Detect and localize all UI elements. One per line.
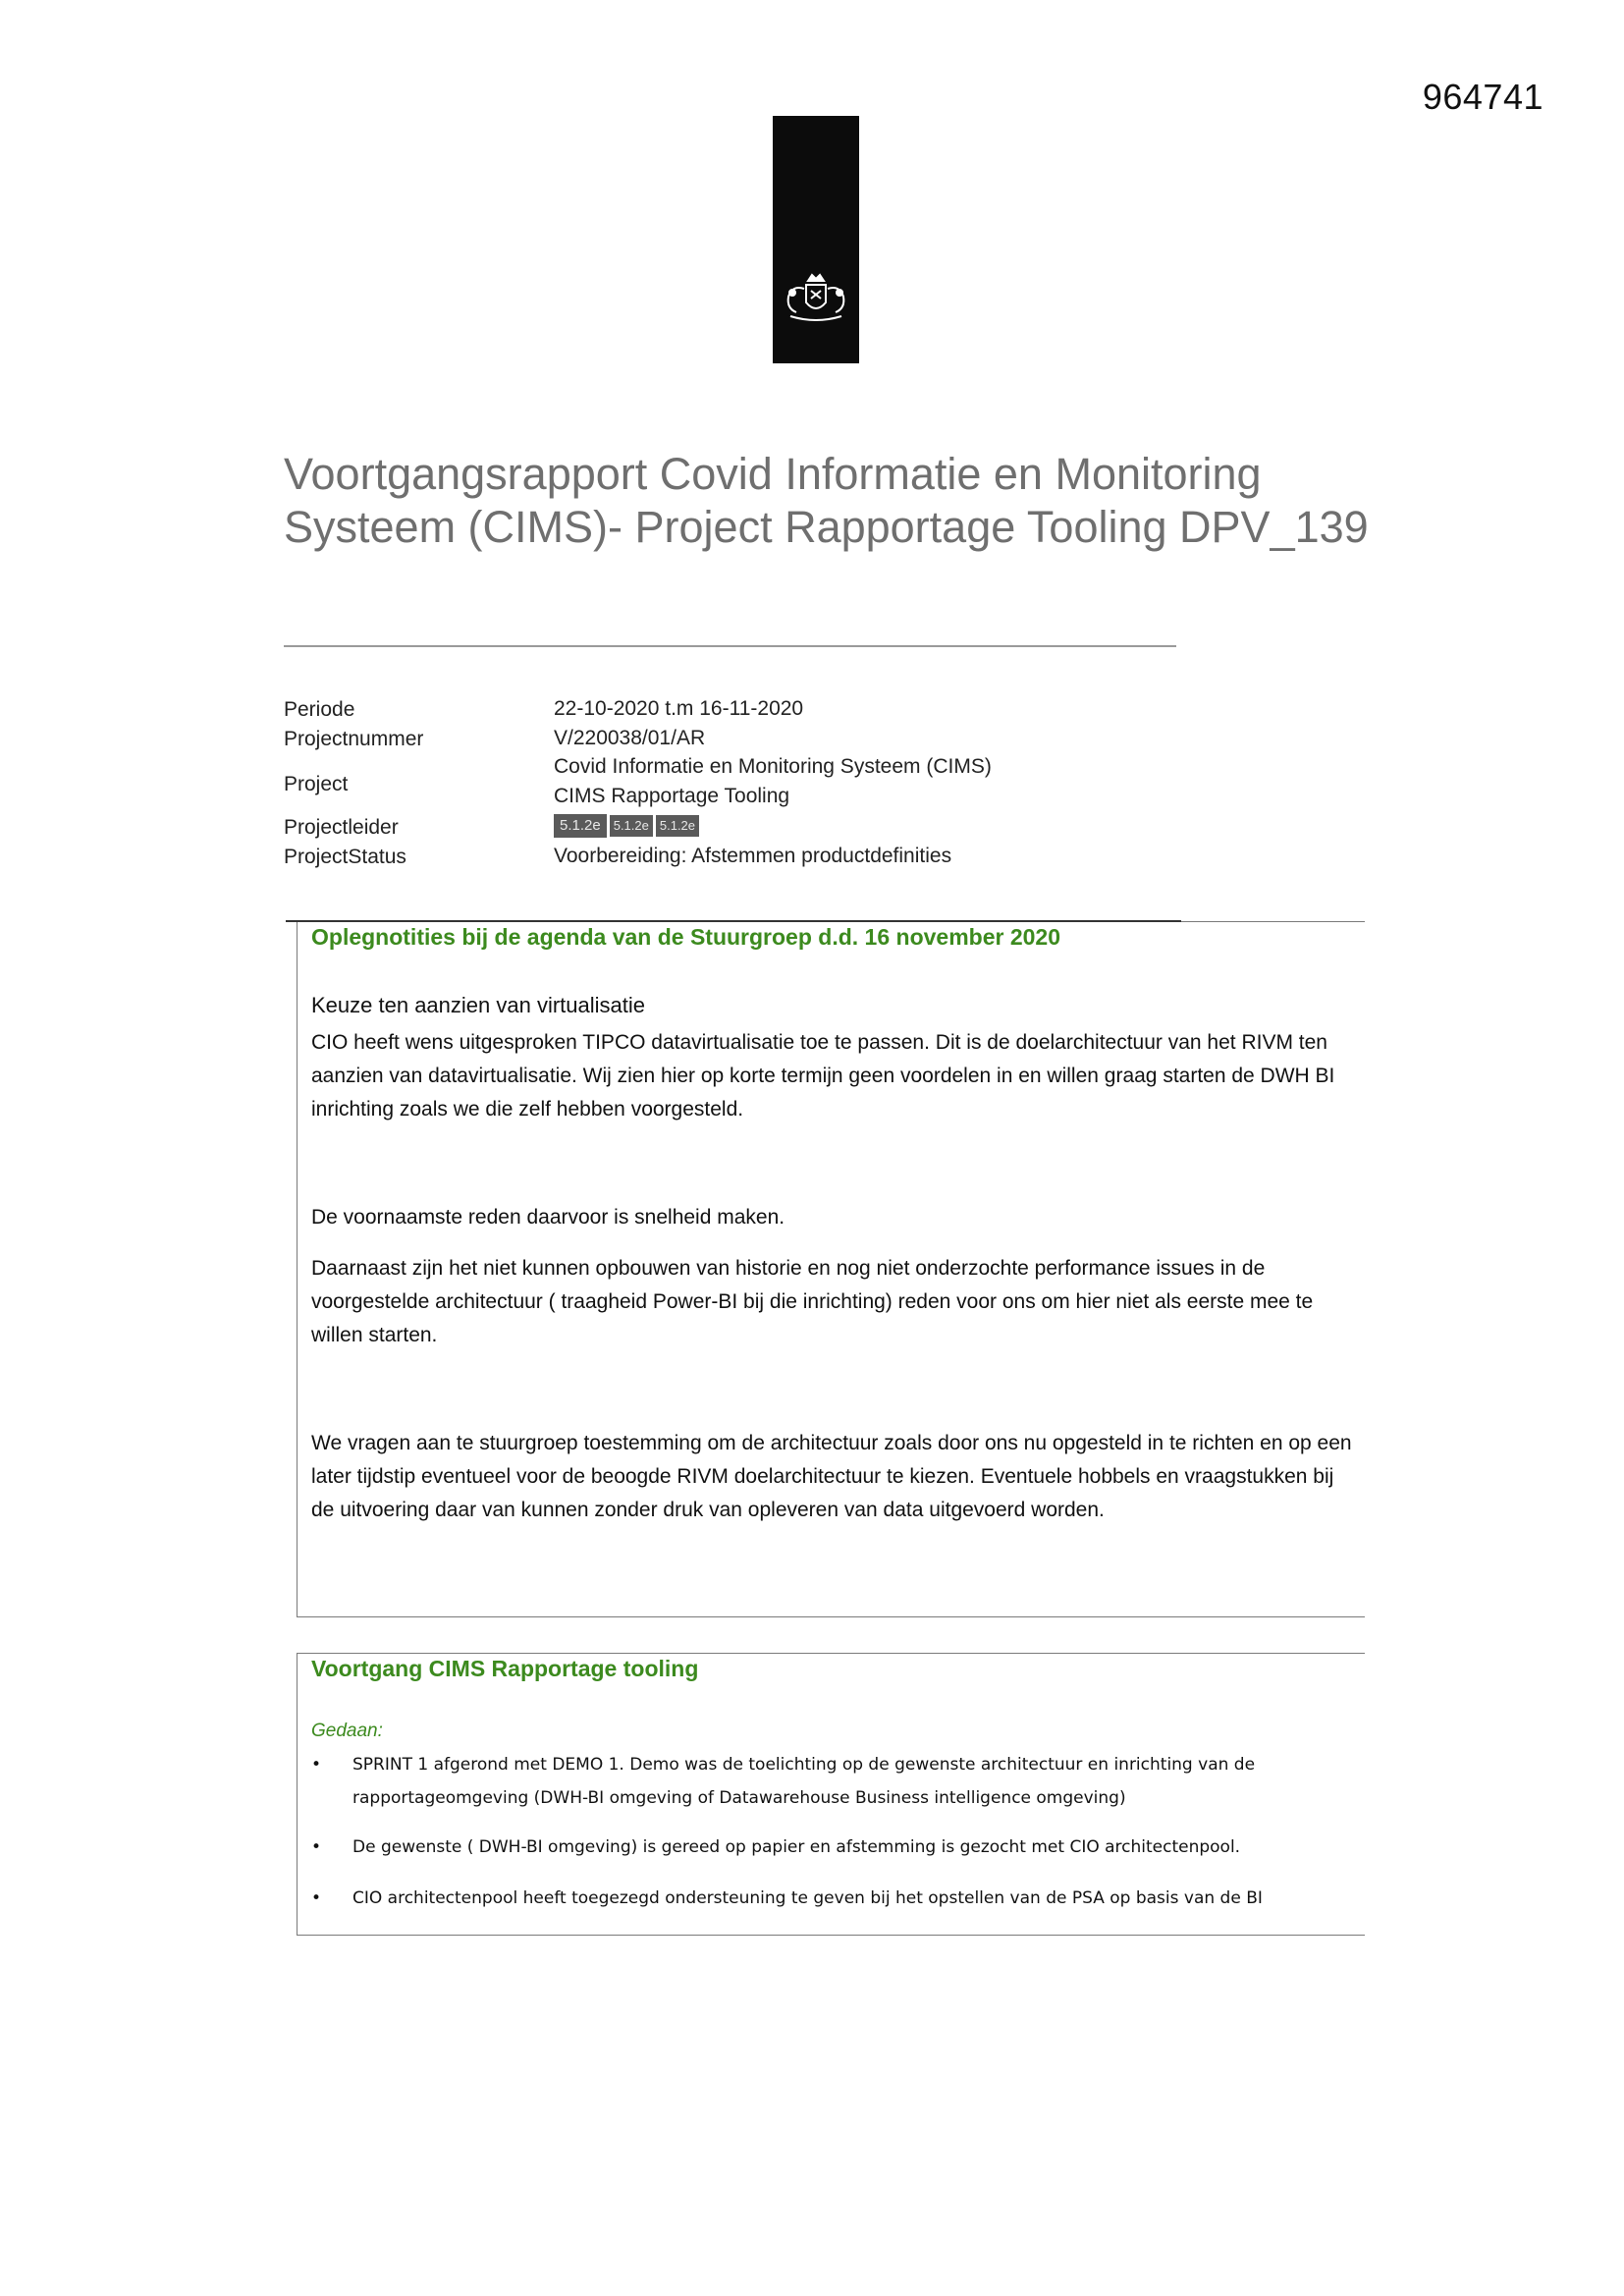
virtualisatie-subheading: Keuze ten aanzien van virtualisatie	[311, 993, 645, 1017]
agenda-notes-box	[297, 921, 1365, 1617]
title-divider	[284, 645, 1176, 647]
government-logo	[773, 116, 859, 363]
list-item-text: De gewenste ( DWH-BI omgeving) is gereed op papier en afstemming is gezocht met CIO architectenpool.	[352, 1837, 1241, 1857]
redaction-mark: 5.1.2e	[554, 814, 607, 838]
coat-of-arms-icon	[779, 271, 853, 330]
bullet-icon: •	[311, 1888, 322, 1908]
redaction-mark: 5.1.2e	[610, 815, 653, 837]
box-top-rule	[286, 920, 1181, 922]
page-title: Voortgangsrapport Covid Informatie en Monitoring Systeem (CIMS)- Project Rapportage Tooling DPV_139	[284, 449, 1369, 552]
progress-list	[311, 1748, 1352, 1915]
periode-value: 22-10-2020 t.m 16-11-2020	[554, 697, 804, 720]
projectleider-label: Projectleider	[284, 816, 399, 839]
list-item	[311, 1831, 1352, 1864]
periode-label: Periode	[284, 698, 355, 721]
project-label: Project	[284, 773, 349, 795]
projectleider-value	[554, 811, 1143, 841]
paragraph-toestemming: We vragen aan te stuurgroep toestemming om de architectuur zoals door ons nu opgesteld in te richten en op een later tijdstip eventueel voor de beoogde RIVM doelarchitectuur te kiezen. Eventuele hobbels en vraagstukken bij de uitvoering daar van kunnen zonder druk van opleveren van data uitgevoerd worden.	[311, 1432, 1352, 1521]
status-value: Voorbereiding: Afstemmen productdefinities	[554, 845, 952, 867]
gedaan-label: Gedaan:	[311, 1721, 383, 1741]
redaction-mark: 5.1.2e	[656, 815, 699, 837]
list-item	[311, 1748, 1352, 1815]
bullet-icon: •	[311, 1755, 322, 1775]
list-item-text: SPRINT 1 afgerond met DEMO 1. Demo was de toelichting op de gewenste architectuur en inrichting van de rapportageomgeving (DWH-BI omgeving of Datawarehouse Business intelligence omgeving)	[352, 1755, 1256, 1808]
agenda-notes-heading: Oplegnotities bij de agenda van de Stuurgroep d.d. 16 november 2020	[311, 924, 1061, 950]
status-label: ProjectStatus	[284, 846, 406, 868]
document-number: 964741	[1422, 77, 1543, 117]
list-item-text: CIO architectenpool heeft toegezegd ondersteuning te geven bij het opstellen van de PSA op basis van de BI	[352, 1888, 1263, 1908]
projectnummer-label: Projectnummer	[284, 728, 424, 750]
progress-box	[297, 1653, 1365, 1936]
paragraph-historie: Daarnaast zijn het niet kunnen opbouwen van historie en nog niet onderzochte performance issues in de voorgestelde architectuur ( traagheid Power-BI bij die inrichting) reden voor ons om hier niet als eerste mee te willen starten.	[311, 1257, 1314, 1346]
list-item	[311, 1882, 1352, 1915]
project-value-line2: CIMS Rapportage Tooling	[554, 785, 790, 807]
paragraph-tipco: CIO heeft wens uitgesproken TIPCO datavirtualisatie toe te passen. Dit is de doelarchitectuur van het RIVM ten aanzien van datavirtualisatie. Wij zien hier op korte termijn geen voordelen in en willen graag starten de DWH BI inrichting zoals we die zelf hebben voorgesteld.	[311, 1031, 1335, 1121]
progress-heading: Voortgang CIMS Rapportage tooling	[311, 1656, 699, 1681]
projectnummer-value: V/220038/01/AR	[554, 727, 706, 749]
paragraph-reden: De voornaamste reden daarvoor is snelheid maken.	[311, 1206, 785, 1229]
bullet-icon: •	[311, 1837, 322, 1857]
project-value-line1: Covid Informatie en Monitoring Systeem (CIMS)	[554, 755, 992, 778]
